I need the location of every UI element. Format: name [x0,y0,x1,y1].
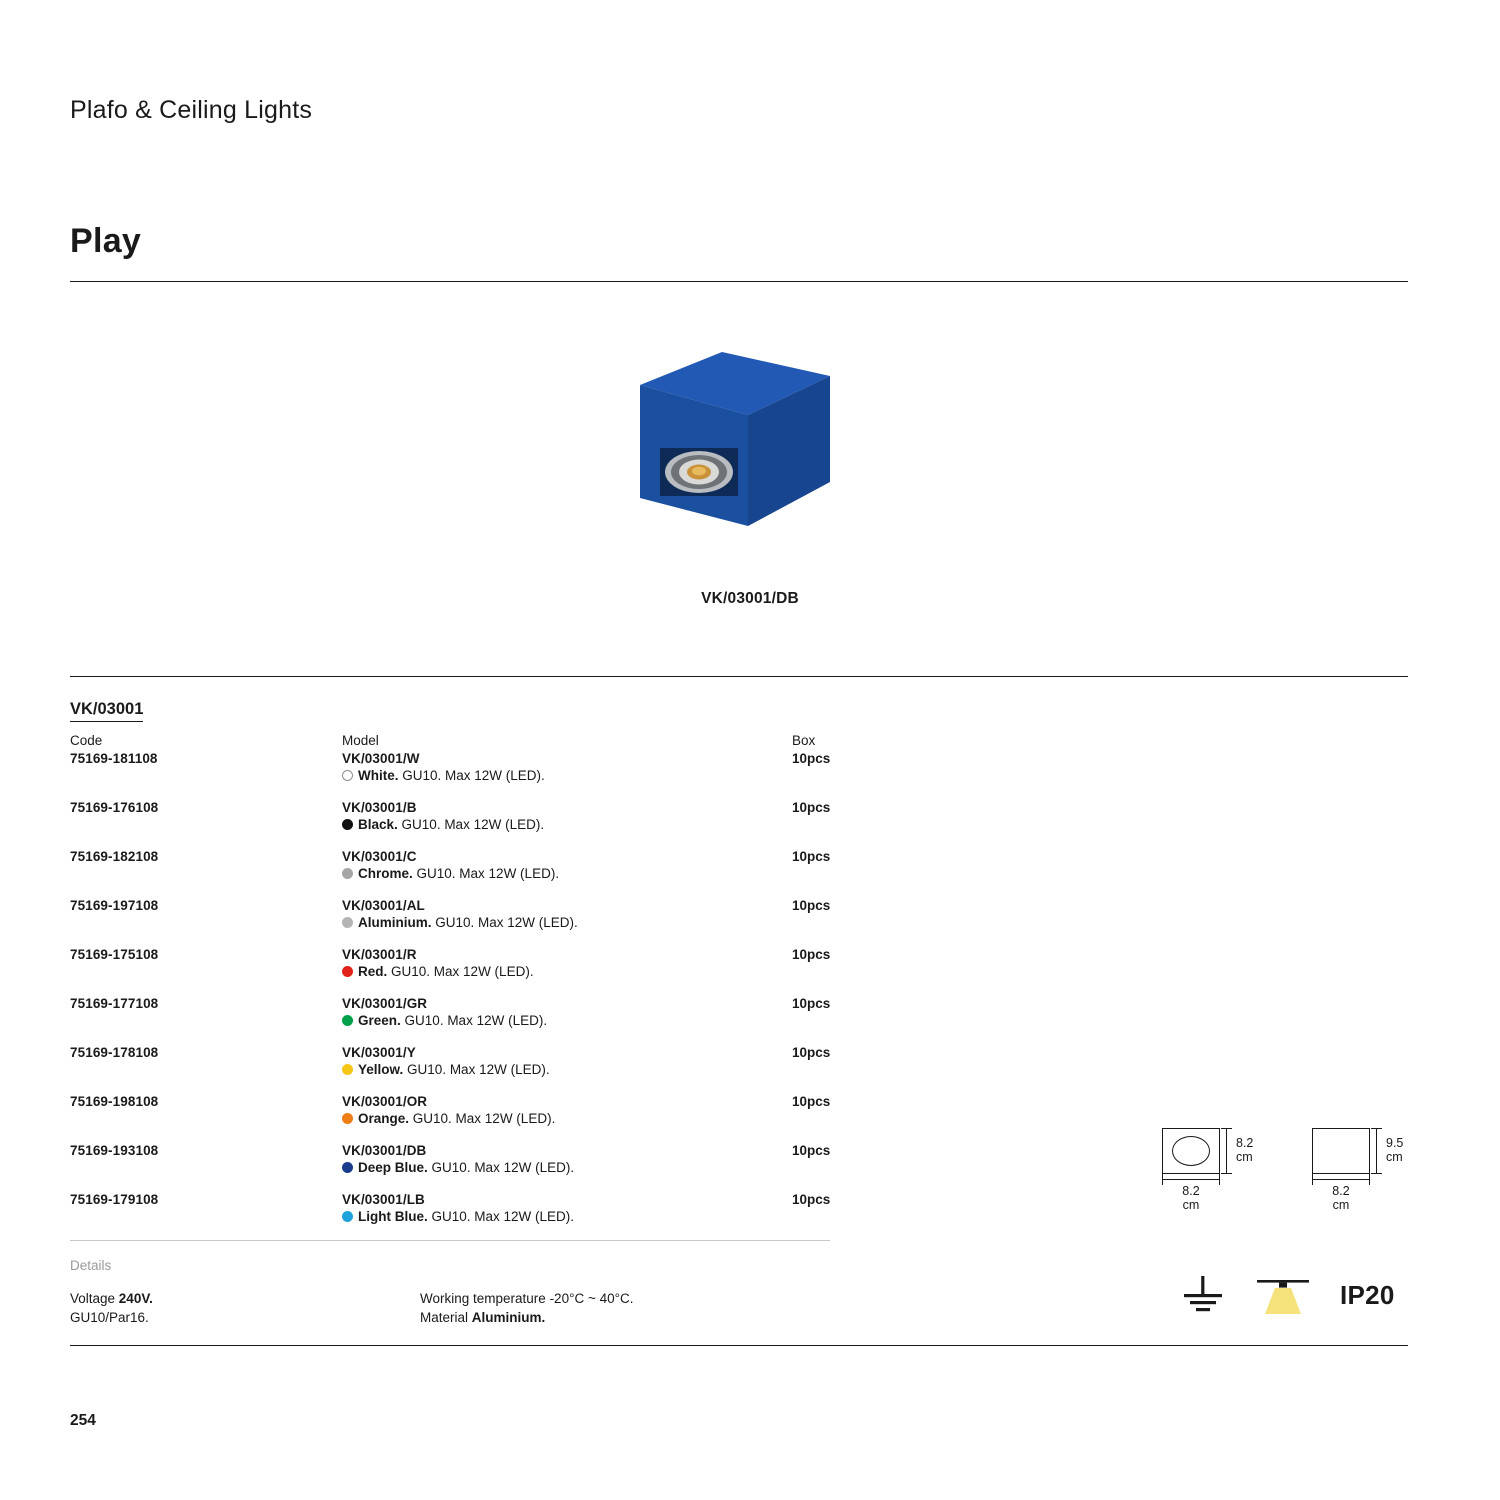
table-row [70,898,830,947]
table-row [70,800,830,849]
variant-model: VK/03001/B [342,800,417,815]
dimension-tick-cap-bottom [1371,1173,1382,1174]
variant-spec: GU10. Max 12W (LED). [435,915,578,930]
color-swatch-icon [342,1162,353,1173]
page-number: 254 [70,1412,96,1429]
variant-model: VK/03001/W [342,751,420,766]
variant-spec: GU10. Max 12W (LED). [401,817,545,832]
dimension-value: 9.5 [1386,1136,1404,1150]
variant-box-qty: 10pcs [792,1192,831,1207]
dimension-tick-horizontal [1312,1179,1370,1180]
spotlight-beam-icon [1253,1274,1313,1318]
table-header-row [70,733,830,751]
color-swatch-icon [342,917,353,928]
table-row [70,996,830,1045]
divider-details [70,1240,830,1241]
color-swatch-icon [342,1113,353,1124]
socket-value: GU10/Par16. [70,1310,149,1325]
ip-rating-label: IP20 [1340,1280,1395,1310]
table-row [70,1143,830,1192]
variant-model: VK/03001/Y [342,1045,416,1060]
color-swatch-icon [342,1211,353,1222]
variant-description [342,768,545,783]
variant-color-name: Yellow. [358,1062,404,1077]
dimension-tick-cap-top [1221,1128,1232,1129]
table-row [70,1094,830,1143]
color-swatch-icon [342,966,353,977]
variant-code: 75169-182108 [70,849,159,864]
variant-color-name: Aluminium. [358,915,432,930]
variant-description [342,817,544,832]
variant-box-qty: 10pcs [792,800,831,815]
variant-code: 75169-193108 [70,1143,159,1158]
variant-model: VK/03001/DB [342,1143,427,1158]
variant-spec: GU10. Max 12W (LED). [412,1111,556,1126]
variant-code: 75169-197108 [70,898,159,913]
details-column-left [70,1289,153,1327]
dimension-tick-horizontal [1162,1179,1220,1180]
divider-middle [70,676,1408,677]
dimension-tick-vertical [1226,1128,1227,1174]
divider-top [70,281,1408,282]
product-image-caption: VK/03001/DB [701,590,799,607]
dimension-unit: cm [1332,1198,1350,1212]
color-swatch-icon [342,1064,353,1075]
variant-color-name: Red. [358,964,388,979]
dimension-value: 8.2 [1332,1184,1350,1198]
voltage-label: Voltage [70,1291,119,1306]
variant-box-qty: 10pcs [792,751,831,766]
variant-spec: GU10. Max 12W (LED). [407,1062,550,1077]
variant-model: VK/03001/GR [342,996,428,1011]
variant-color-name: Chrome. [358,866,413,881]
variant-description [342,1209,574,1224]
variant-box-qty: 10pcs [792,1045,831,1060]
variant-code: 75169-181108 [70,751,158,766]
variant-spec: GU10. Max 12W (LED). [402,768,545,783]
variant-description [342,866,559,881]
material-value: Aluminium. [471,1310,546,1325]
table-row [70,947,830,996]
variant-model: VK/03001/LB [342,1192,425,1207]
dimension-diagrams [1140,1128,1420,1238]
dimension-value: 8.2 [1236,1136,1254,1150]
spec-icons [1175,1272,1415,1328]
dimension-unit: cm [1236,1150,1253,1164]
variant-model: VK/03001/OR [342,1094,428,1109]
material-label: Material [420,1310,472,1325]
column-header-code: Code [70,733,103,748]
dimension-label-height [1386,1136,1403,1164]
dimension-label-height [1236,1136,1253,1164]
sku-heading: VK/03001 [70,700,143,722]
divider-bottom [70,1345,1408,1346]
temperature-value: -20°C ~ 40°C. [549,1291,634,1306]
variant-description [342,1062,550,1077]
variant-color-name: Light Blue. [358,1209,428,1224]
variant-spec: GU10. Max 12W (LED). [416,866,560,881]
color-swatch-icon [342,819,353,830]
table-row [70,1045,830,1094]
page-category: Plafo & Ceiling Lights [70,96,313,124]
color-swatch-icon [342,868,353,879]
variants-table [70,733,830,1241]
variant-description [342,1160,574,1175]
dimension-value: 8.2 [1182,1184,1200,1198]
product-image [600,330,900,560]
variant-model: VK/03001/AL [342,898,425,913]
earth-ground-icon [1175,1274,1231,1318]
variant-box-qty: 10pcs [792,898,831,913]
dimension-tick-cap-bottom [1221,1173,1232,1174]
details-label: Details [70,1258,112,1273]
variant-box-qty: 10pcs [792,849,831,864]
variant-description [342,1013,547,1028]
variant-code: 75169-176108 [70,800,159,815]
variant-model: VK/03001/R [342,947,417,962]
dimension-square-outline [1312,1128,1370,1174]
variant-spec: GU10. Max 12W (LED). [391,964,534,979]
table-row [70,849,830,898]
dimension-tick-cap-top [1371,1128,1382,1129]
product-cube-illustration [600,330,900,560]
dimension-unit: cm [1182,1198,1200,1212]
variant-color-name: Green. [358,1013,401,1028]
dimension-label-width [1162,1184,1220,1212]
dimension-tick-vertical [1376,1128,1377,1174]
variant-code: 75169-198108 [70,1094,159,1109]
variant-color-name: Orange. [358,1111,410,1126]
dimension-unit: cm [1386,1150,1403,1164]
variant-color-name: White. [358,768,399,783]
voltage-value: 240V. [118,1291,153,1306]
dimension-lens-circle [1172,1136,1210,1166]
table-row [70,751,830,800]
variant-spec: GU10. Max 12W (LED). [431,1160,575,1175]
variant-description [342,915,578,930]
variant-color-name: Deep Blue. [358,1160,428,1175]
dimension-square-outline [1162,1128,1220,1174]
variant-box-qty: 10pcs [792,947,831,962]
variant-code: 75169-178108 [70,1045,159,1060]
variant-code: 75169-175108 [70,947,159,962]
variant-code: 75169-177108 [70,996,159,1011]
variant-color-name: Black. [358,817,398,832]
variant-description [342,1111,555,1126]
table-row [70,1192,830,1241]
color-swatch-icon [342,1015,353,1026]
page-title: Play [70,222,142,260]
column-header-box: Box [792,733,816,748]
details-column-right [420,1289,634,1327]
dimension-label-width [1312,1184,1370,1212]
variant-spec: GU10. Max 12W (LED). [404,1013,548,1028]
column-header-model: Model [342,733,379,748]
variant-box-qty: 10pcs [792,996,831,1011]
variant-code: 75169-179108 [70,1192,159,1207]
color-swatch-icon [342,770,353,781]
temperature-label: Working temperature [420,1291,550,1306]
variant-spec: GU10. Max 12W (LED). [431,1209,575,1224]
variant-description [342,964,534,979]
variant-box-qty: 10pcs [792,1094,831,1109]
variant-model: VK/03001/C [342,849,417,864]
variant-box-qty: 10pcs [792,1143,831,1158]
